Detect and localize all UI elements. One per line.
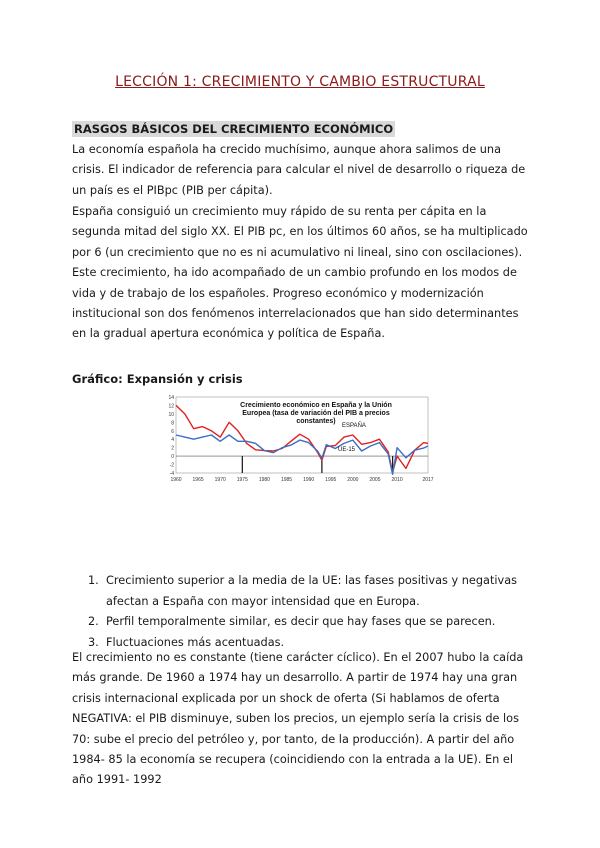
list-number: 2. — [88, 615, 99, 629]
x-tick-label: 1980 — [258, 477, 270, 483]
y-tick-label: 14 — [168, 395, 174, 401]
series-line-ue-15 — [176, 435, 428, 474]
y-tick-label: 4 — [171, 437, 174, 444]
x-tick-label: 1985 — [280, 477, 293, 483]
list-text: Crecimiento superior a la media de la UE: las fases positivas y negativas afectan a España con mayor intensidad que en Europa. — [106, 574, 518, 608]
x-tick-label: 2005 — [369, 477, 381, 483]
y-tick-label: 12 — [168, 403, 174, 410]
chart-label: Gráfico: Expansión y crisis — [72, 372, 243, 386]
numbered-list — [88, 571, 528, 653]
paragraph-2: España consiguió un crecimiento muy rápido de su renta per cápita en la segunda mitad del siglo XX. El PIB pc, en los últimos 60 años, se ha multiplicado por 6 (un crecimiento que no es ni acumulativo ni lineal, sino con oscilaciones). Este crecimiento, ha ido acompañado de un cambio profundo en los modos de vida y de trabajo de los españoles. Progreso económico y modernización institucional son dos fenómenos interrelacionados que han sido determinantes en la gradual apertura económica y política de España. — [72, 205, 528, 341]
x-tick-label: 1995 — [325, 477, 337, 483]
list-number: 1. — [88, 574, 99, 587]
growth-chart — [166, 393, 434, 485]
y-tick-label: -2 — [169, 462, 174, 469]
y-tick-label: 10 — [168, 411, 174, 418]
x-tick-label: 1965 — [192, 477, 204, 483]
x-tick-label: 2010 — [391, 477, 403, 483]
y-tick-label: 8 — [171, 420, 174, 427]
paragraph-1: La economía española ha crecido muchísimo, aunque ahora salimos de una crisis. El indicador de referencia para calcular el nivel de desarrollo o riqueza de un país es el PIBpc (PIB per cápita). — [72, 143, 526, 197]
x-tick-label: 2017 — [422, 477, 434, 483]
chart-title: Crecimiento económico en España y la Unión Europea (tasa de variación del PIB a precios constantes) — [240, 402, 392, 425]
list-text: Fluctuaciones más acentuadas. — [106, 635, 285, 649]
label-espana: ESPAÑA — [342, 423, 366, 429]
x-tick-label: 1975 — [236, 477, 248, 483]
y-tick-label: -4 — [169, 471, 174, 477]
y-tick-label: 0 — [171, 454, 174, 461]
y-tick-label: 6 — [171, 428, 174, 435]
list-item — [88, 612, 528, 633]
list-text: Perfil temporalmente similar, es decir que hay fases que se parecen. — [106, 615, 496, 629]
list-item — [88, 571, 528, 612]
list-number: 3. — [88, 635, 99, 649]
x-tick-label: 1970 — [214, 477, 226, 483]
x-tick-label: 2000 — [347, 477, 359, 483]
y-tick-label: 2 — [171, 445, 174, 452]
x-tick-label: 1990 — [303, 477, 315, 483]
paragraph-3: El crecimiento no es constante (tiene carácter cíclico). En el 2007 hubo la caída más grande. De 1960 a 1974 hay un desarrollo. A partir de 1974 hay una gran crisis internacional explicada por un shock de oferta (Si hablamos de oferta NEGATIVA: el PIB disminuye, suben los precios, un ejemplo sería la crisis de los 70: sube el precio del petróleo y, por tanto, de la producción). A partir del año 1984- 85 la economía se recupera (coincidiendo con la entrada a la UE). En el año 1991- 1992 — [72, 651, 524, 787]
growth-chart-svg — [166, 393, 434, 485]
page-title: LECCIÓN 1: CRECIMIENTO Y CAMBIO ESTRUCTURAL — [115, 74, 485, 90]
section-heading: RASGOS BÁSICOS DEL CRECIMIENTO ECONÓMICO — [74, 122, 394, 136]
label-ue15: UE-15 — [338, 447, 356, 453]
x-tick-label: 1960 — [170, 477, 182, 483]
